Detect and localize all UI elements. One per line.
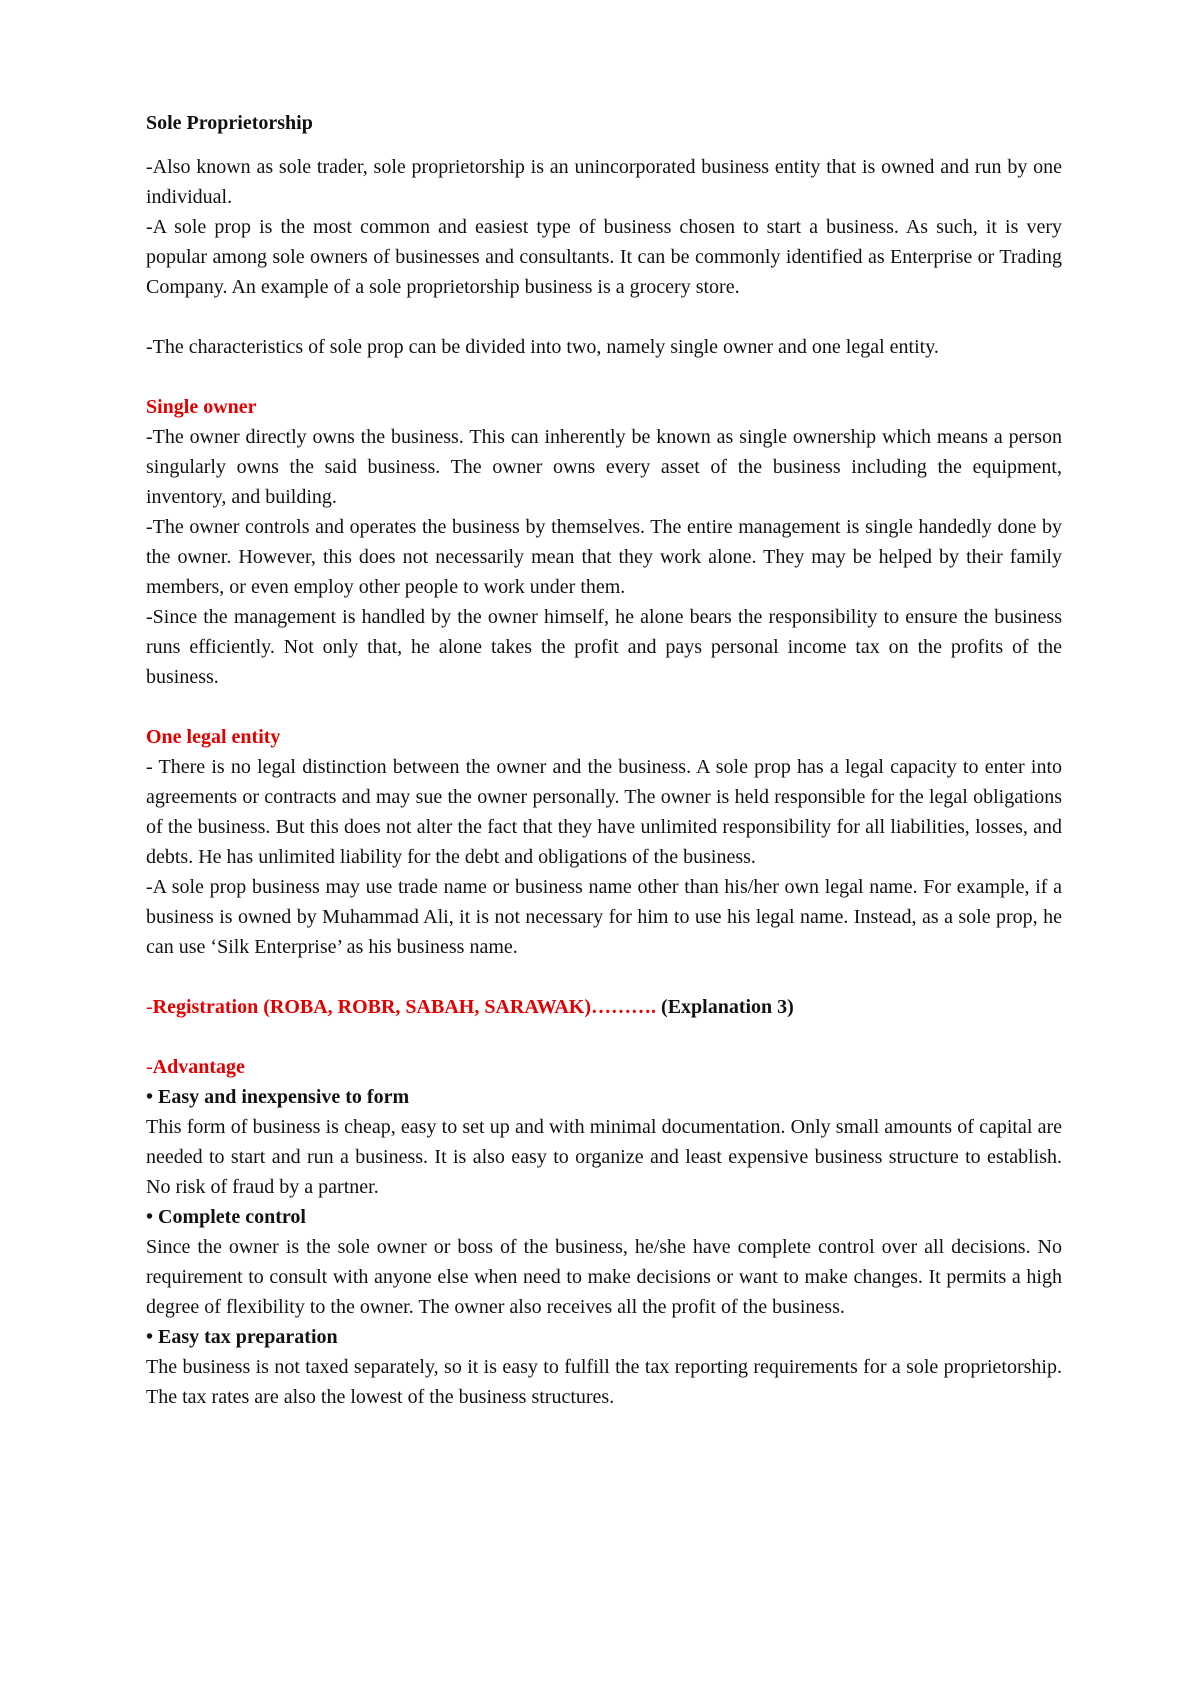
advantage-heading-line: [146, 1052, 1062, 1082]
advantage-dash: -: [146, 1056, 153, 1078]
single-owner-paragraph-1: -The owner directly owns the business. This can inherently be known as single ownership which means a person singularly owns the said business. The owner owns every asset of the business including the equipment, inventory, and building.: [146, 426, 1062, 508]
advantage-item-title-1: • Easy and inexpensive to form: [146, 1086, 410, 1108]
intro-paragraph-1: -Also known as sole trader, sole proprietorship is an unincorporated business entity that is owned and run by one individual.: [146, 156, 1062, 208]
registration-note: (Explanation 3): [656, 996, 794, 1018]
advantage-item-title-2: • Complete control: [146, 1206, 306, 1228]
advantage-item-text-2: Since the owner is the sole owner or boss of the business, he/she have complete control over all decisions. No requirement to consult with anyone else when need to make decisions or want to make changes. It permits a high degree of flexibility to the owner. The owner also receives all the profit of the business.: [146, 1236, 1062, 1318]
characteristics-paragraph: -The characteristics of sole prop can be divided into two, namely single owner and one legal entity.: [146, 336, 939, 358]
registration-dash: -: [146, 996, 153, 1018]
legal-entity-paragraph-1: - There is no legal distinction between the owner and the business. A sole prop has a legal capacity to enter into agreements or contracts and may sue the owner personally. The owner is held responsible for the legal obligations of the business. But this does not alter the fact that they have unlimited responsibility for all liabilities, losses, and debts. He has unlimited liability for the debt and obligations of the business.: [146, 756, 1062, 868]
advantage-item-title-3: • Easy tax preparation: [146, 1326, 338, 1348]
advantage-item-text-3: The business is not taxed separately, so it is easy to fulfill the tax reporting requirements for a sole proprietorship. The tax rates are also the lowest of the business structures.: [146, 1356, 1062, 1408]
single-owner-paragraph-3: -Since the management is handled by the owner himself, he alone bears the responsibility to ensure the business runs efficiently. Not only that, he alone takes the profit and pays personal income tax on the profits of the business.: [146, 606, 1062, 688]
registration-line: [146, 992, 1062, 1022]
legal-entity-heading: One legal entity: [146, 726, 281, 748]
advantage-heading: Advantage: [152, 1056, 245, 1078]
registration-label: Registration (ROBA, ROBR, SABAH, SARAWAK): [152, 996, 592, 1018]
advantage-item-text-1: This form of business is cheap, easy to set up and with minimal documentation. Only small amounts of capital are needed to start and run a business. It is also easy to organize and least expensive business structure to establish. No risk of fraud by a partner.: [146, 1116, 1062, 1198]
document-page: [146, 108, 1062, 1412]
legal-entity-paragraph-2: -A sole prop business may use trade name or business name other than his/her own legal name. For example, if a business is owned by Muhammad Ali, it is not necessary for him to use his legal name. Instead, as a sole prop, he can use ‘Silk Enterprise’ as his business name.: [146, 876, 1062, 958]
intro-paragraph-2: -A sole prop is the most common and easiest type of business chosen to start a business. As such, it is very popular among sole owners of businesses and consultants. It can be commonly identified as Enterprise or Trading Company. An example of a sole proprietorship business is a grocery store.: [146, 216, 1062, 298]
document-title: Sole Proprietorship: [146, 112, 313, 134]
registration-dots: ……….: [591, 996, 657, 1018]
single-owner-heading: Single owner: [146, 396, 257, 418]
single-owner-paragraph-2: -The owner controls and operates the business by themselves. The entire management is single handedly done by the owner. However, this does not necessarily mean that they work alone. They may be helped by their family members, or even employ other people to work under them.: [146, 516, 1062, 598]
